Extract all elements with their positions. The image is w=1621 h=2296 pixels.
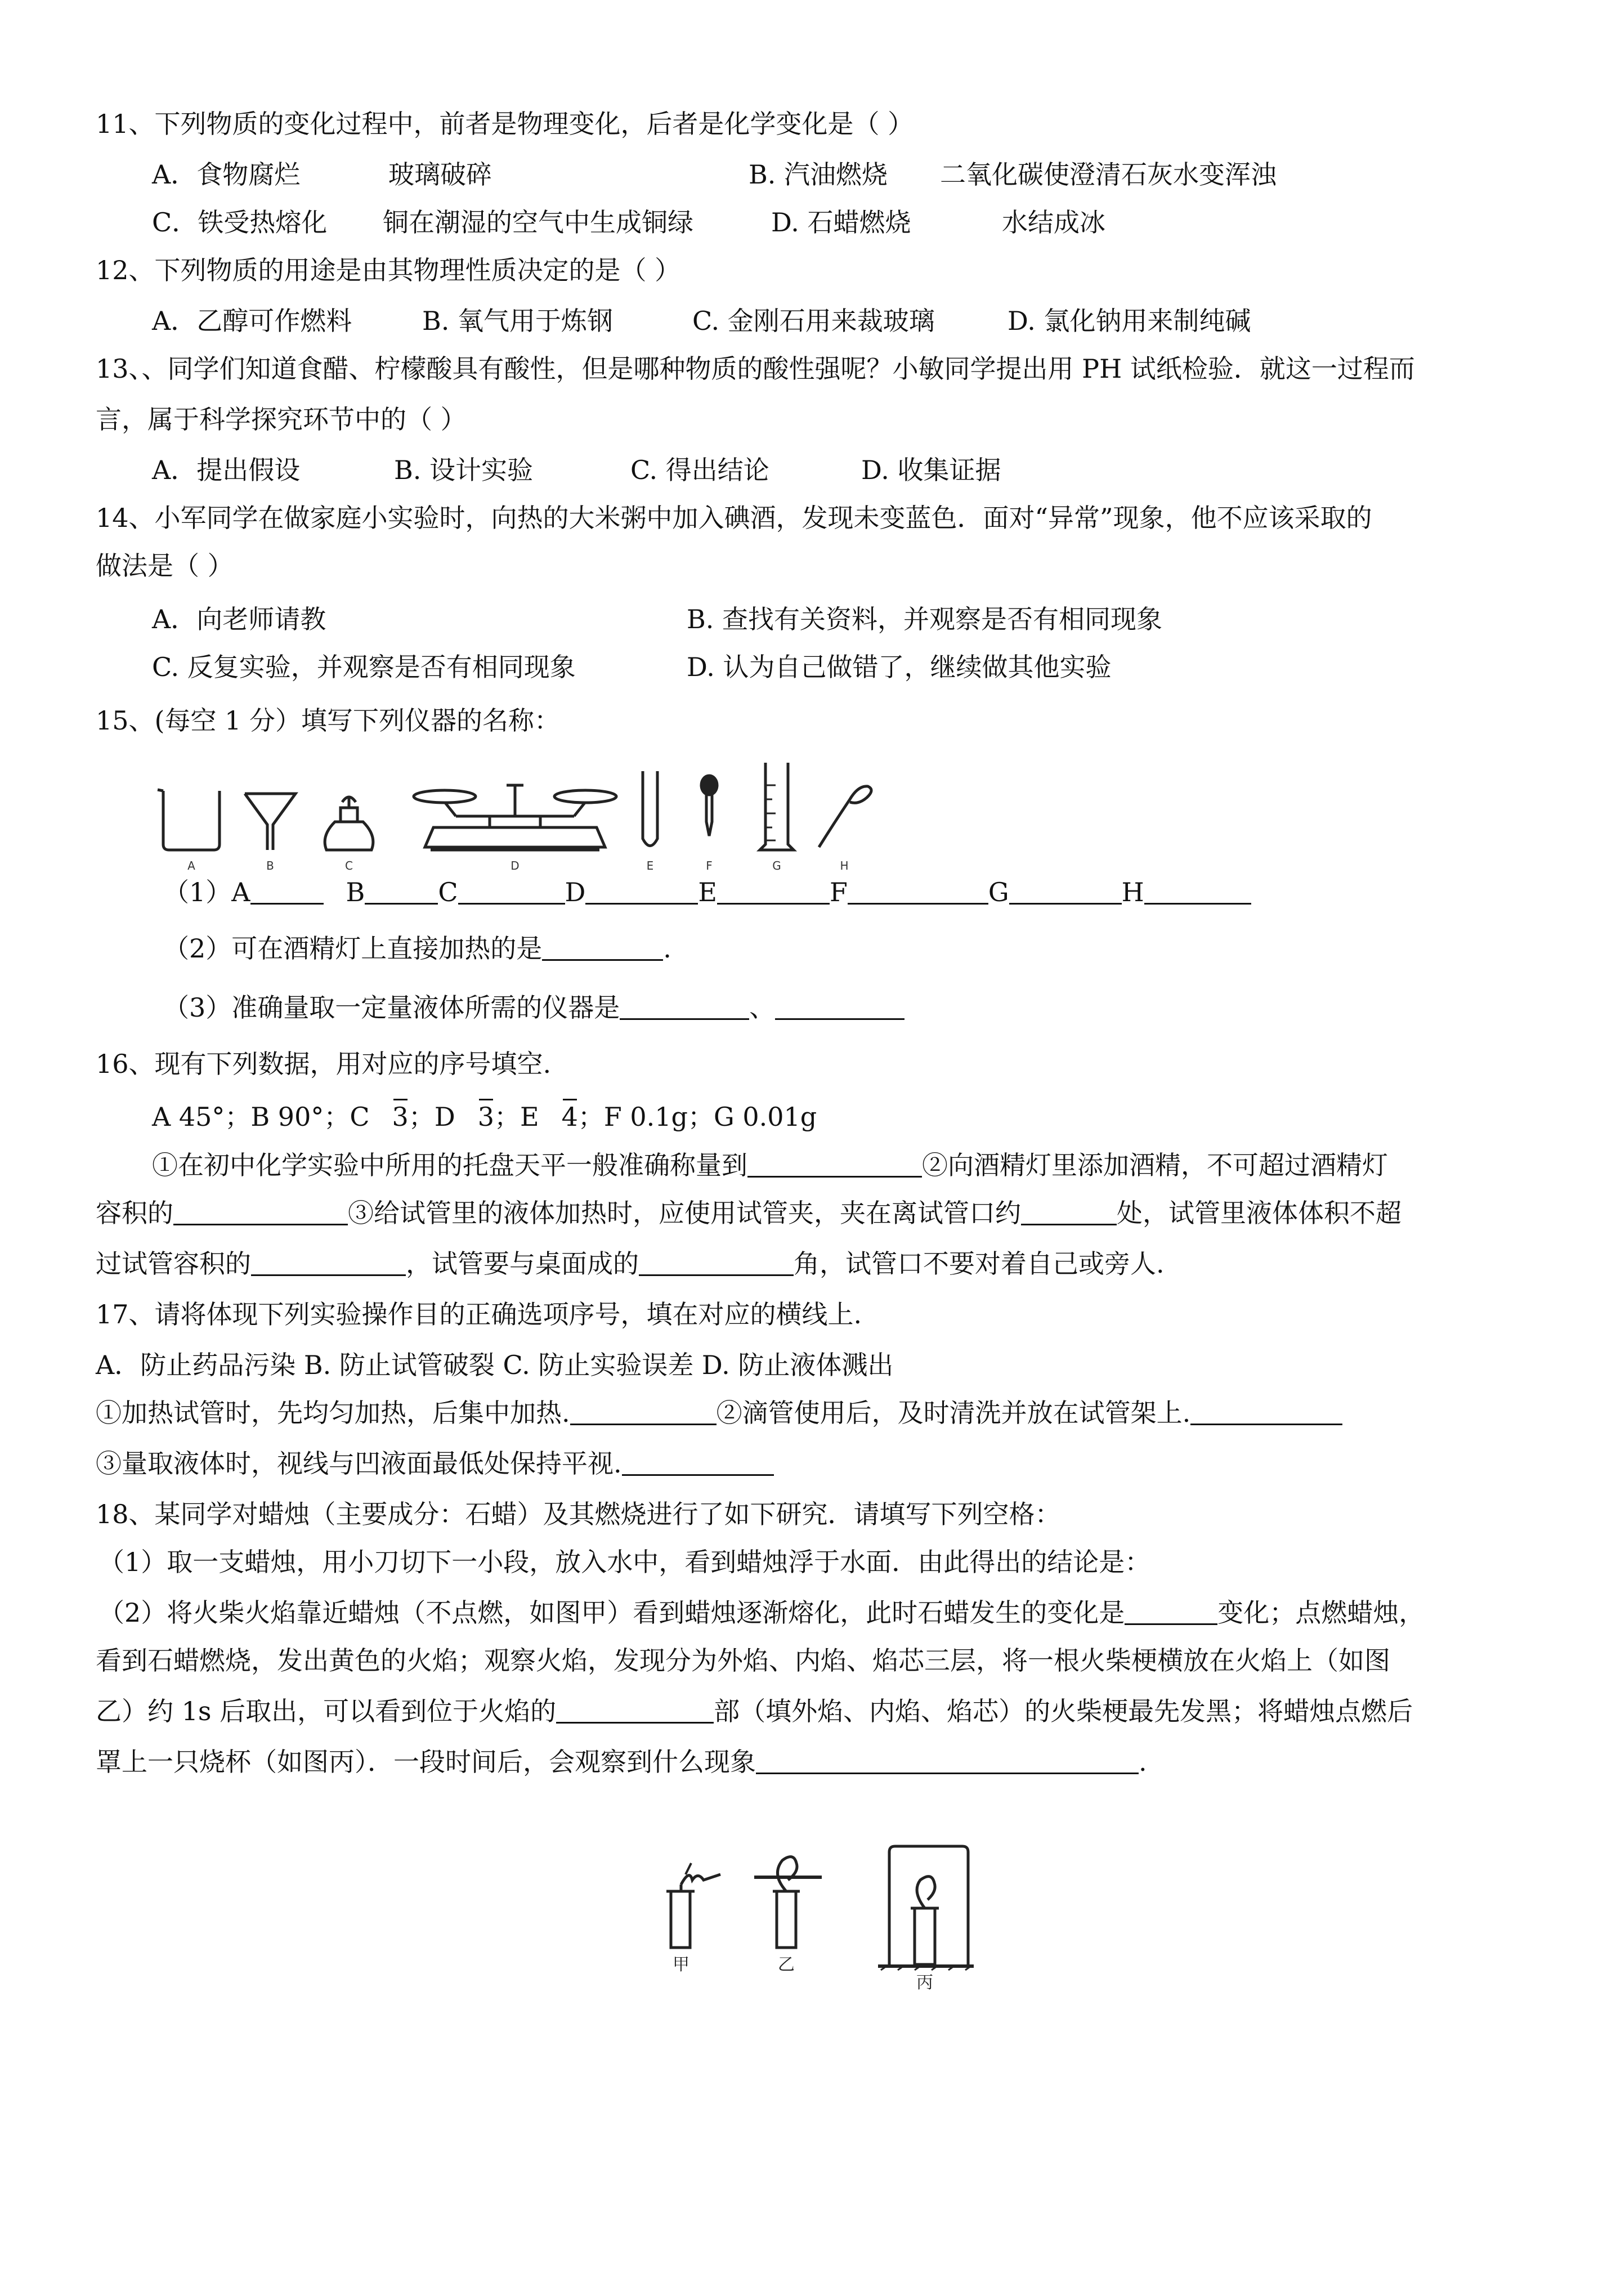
q12-stem: 12、下列物质的用途是由其物理性质决定的是（ ） — [96, 255, 681, 285]
q14-stem-2: 做法是（ ） — [96, 550, 234, 581]
q15-part2-end: . — [663, 933, 671, 964]
answer-blank-b[interactable] — [365, 877, 438, 905]
q15-part3-text: （3）准确量取一定量液体所需的仪器是 — [163, 992, 620, 1023]
answer-blank-balance[interactable] — [747, 1150, 922, 1178]
q18-stem: 18、某同学对蜡烛（主要成分：石蜡）及其燃烧进行了如下研究．请填写下列空格： — [96, 1499, 1061, 1529]
lab-instruments-figure — [152, 763, 884, 875]
answer-blank-clamp[interactable] — [1021, 1198, 1117, 1225]
candle-with-match-icon — [666, 1863, 720, 1948]
q11-b-label: B. 汽油燃烧 — [749, 159, 888, 190]
test-tube-icon — [643, 771, 657, 846]
q16-line2c: 处，试管里液体体积不超 — [1117, 1198, 1401, 1228]
q18-p2a: （2）将火柴火焰靠近蜡烛（不点燃，如图甲）看到蜡烛逐渐熔化，此时石蜡发生的变化是 — [98, 1597, 1125, 1628]
answer-blank-measure-2[interactable] — [775, 992, 904, 1020]
q14-options-cd — [152, 650, 1112, 684]
q18-part2 — [98, 1596, 1425, 1630]
q15-part2 — [163, 932, 671, 965]
q16-option-e-value: 4 — [562, 1098, 578, 1134]
answer-blank-measure-1[interactable] — [620, 992, 749, 1020]
candle-flame-match-icon — [754, 1857, 822, 1948]
q16-line-2 — [96, 1196, 1401, 1230]
q15-label-e: E — [698, 877, 717, 907]
q15-part1 — [163, 875, 1251, 909]
q11-a-text: 玻璃破碎 — [388, 159, 492, 190]
q11-d-text: 水结成冰 — [1002, 207, 1105, 238]
fig-label-yi: 乙 — [778, 1955, 795, 1975]
answer-blank-h[interactable] — [1144, 877, 1251, 905]
funnel-icon — [245, 794, 295, 850]
q16-line1a: ①在初中化学实验中所用的托盘天平一般准确称量到 — [152, 1150, 747, 1180]
q16-option-e-label: ；E — [494, 1102, 539, 1132]
q16-line3a: 过试管容积的 — [96, 1248, 251, 1279]
q13-stem-2: 言，属于科学探究环节中的（ ） — [96, 404, 467, 435]
q13-b: B. 设计实验 — [394, 455, 534, 485]
q18-p4b: 部（填外焰、内焰、焰芯）的火柴梗最先发黑；将蜡烛点燃后 — [714, 1696, 1413, 1726]
q14-d: D. 认为自己做错了，继续做其他实验 — [687, 652, 1112, 682]
q18-p4a: 乙）约 1s 后取出，可以看到位于火焰的 — [96, 1696, 557, 1726]
candle-under-beaker-icon — [878, 1846, 974, 1970]
q14-options-ab — [152, 602, 1162, 636]
fig-label-d: D — [511, 859, 520, 872]
q15-label-h: H — [1121, 877, 1144, 907]
q17-item2: ②滴管使用后，及时清洗并放在试管架上. — [716, 1398, 1191, 1428]
q16-stem: 16、现有下列数据，用对应的序号填空. — [96, 1049, 552, 1079]
q17-item-3 — [96, 1447, 774, 1480]
q11-options-ab — [152, 158, 1277, 191]
answer-blank-volume[interactable] — [251, 1248, 406, 1276]
alcohol-lamp-icon — [325, 797, 373, 850]
q11-c-label: C．铁受热熔化 — [152, 207, 328, 238]
dropper-icon — [701, 776, 717, 836]
q18-part4 — [96, 1694, 1413, 1728]
balance-icon — [414, 785, 616, 850]
fig-label-bing: 丙 — [916, 1973, 933, 1993]
q17-options: A．防止药品污染 B. 防止试管破裂 C. 防止实验误差 D. 防止液体溅出 — [96, 1350, 894, 1380]
q15-label-d: D — [565, 877, 586, 907]
q15-label-a: （1）A — [163, 877, 250, 907]
q11-options-cd — [152, 205, 1105, 239]
q15-part2-text: （2）可在酒精灯上直接加热的是 — [163, 933, 543, 964]
q13-options — [152, 453, 1001, 487]
q12-b: B. 氧气用于炼钢 — [422, 306, 614, 336]
q16-option-c-value: 3 — [392, 1098, 409, 1134]
q17-item3: ③量取液体时，视线与凹液面最低处保持平视. — [96, 1448, 622, 1479]
q14-b: B. 查找有关资料，并观察是否有相同现象 — [687, 604, 1163, 634]
q13-stem-1: 13、、同学们知道食醋、柠檬酸具有酸性，但是哪种物质的酸性强呢？小敏同学提出用 PH 试纸检验．就这一过程而 — [96, 353, 1415, 384]
answer-blank-flame[interactable] — [556, 1696, 714, 1724]
q15-label-b: B — [346, 877, 365, 907]
graduated-cylinder-icon — [760, 763, 794, 850]
fig-label-a: A — [187, 859, 195, 872]
q14-c: C. 反复实验，并观察是否有相同现象 — [152, 652, 576, 682]
q16-line3c: 角，试管口不要对着自己或旁人. — [794, 1248, 1165, 1279]
q13-d: D. 收集证据 — [861, 455, 1001, 485]
answer-blank-c[interactable] — [458, 877, 565, 905]
beaker-icon — [158, 790, 220, 850]
answer-blank-d[interactable] — [585, 877, 698, 905]
q16-options — [152, 1098, 817, 1134]
q17-stem: 17、请将体现下列实验操作目的正确选项序号，填在对应的横线上. — [96, 1299, 862, 1330]
q15-label-c: C — [438, 877, 458, 907]
q15-stem: 15、(每空 1 分）填写下列仪器的名称： — [96, 705, 560, 736]
q11-b-text: 二氧化碳使澄清石灰水变浑浊 — [940, 159, 1277, 190]
answer-blank-heatable[interactable] — [542, 933, 663, 961]
q17-items-1-2 — [96, 1396, 1342, 1430]
answer-blank-f[interactable] — [848, 877, 988, 905]
q18-p5a: 罩上一只烧杯（如图丙）．一段时间后，会观察到什么现象 — [96, 1747, 756, 1777]
answer-blank-a[interactable] — [250, 877, 324, 905]
q16-line2a: 容积的 — [96, 1198, 173, 1228]
fig-label-f: F — [706, 859, 713, 872]
answer-blank-item3[interactable] — [622, 1448, 774, 1476]
fig-label-e: E — [646, 859, 654, 872]
q12-d: D. 氯化钠用来制纯碱 — [1007, 306, 1251, 336]
spoon-icon — [819, 786, 871, 847]
answer-blank-item2[interactable] — [1190, 1398, 1342, 1425]
q18-part3: 看到石蜡燃烧，发出黄色的火焰；观察火焰，发现分为外焰、内焰、焰芯三层，将一根火柴梗横放在火焰上（如图 — [96, 1645, 1390, 1676]
q12-c: C. 金刚石用来裁玻璃 — [692, 306, 935, 336]
q11-d-label: D. 石蜡燃烧 — [771, 207, 911, 238]
answer-blank-change[interactable] — [1125, 1597, 1217, 1625]
answer-blank-phenomenon[interactable] — [756, 1747, 1139, 1774]
q12-a: A．乙醇可作燃料 — [152, 306, 352, 336]
q11-a-label: A．食物腐烂 — [152, 159, 301, 190]
q18-part1: （1）取一支蜡烛，用小刀切下一小段，放入水中，看到蜡烛浮于水面．由此得出的结论是： — [98, 1547, 1151, 1577]
q14-stem-1: 14、小军同学在做家庭小实验时，向热的大米粥中加入碘酒，发现未变蓝色．面对“异常”现象，他不应该采取的 — [96, 503, 1372, 533]
q12-options — [152, 304, 1251, 338]
q14-a: A．向老师请教 — [152, 604, 326, 634]
q16-options-fg: ；F 0.1g；G 0.01g — [577, 1102, 817, 1132]
q13-a: A．提出假设 — [152, 455, 301, 485]
answer-blank-item1[interactable] — [570, 1398, 717, 1425]
fig-label-h: H — [840, 859, 849, 872]
q11-stem: 11、下列物质的变化过程中，前者是物理变化，后者是化学变化是（ ） — [96, 109, 914, 139]
q16-line1b: ②向酒精灯里添加酒精，不可超过酒精灯 — [922, 1150, 1388, 1180]
fig-label-g: G — [772, 859, 781, 872]
q16-line3b: ，试管要与桌面成的 — [406, 1248, 639, 1279]
q16-option-d-value: 3 — [478, 1098, 494, 1134]
candle-experiment-figure — [659, 1829, 974, 1998]
q18-p5b: . — [1139, 1747, 1147, 1777]
q15-part3 — [163, 991, 904, 1024]
q18-p2b: 变化；点燃蜡烛， — [1217, 1597, 1425, 1628]
fig-label-jia: 甲 — [673, 1955, 689, 1975]
fig-label-b: B — [266, 859, 274, 872]
q15-label-f: F — [830, 877, 848, 907]
answer-blank-e[interactable] — [717, 877, 830, 905]
q16-line2b: ③给试管里的液体加热时，应使用试管夹，夹在离试管口约 — [348, 1198, 1021, 1228]
q15-part3-sep: 、 — [749, 992, 776, 1023]
q13-c: C. 得出结论 — [630, 455, 769, 485]
fig-label-c: C — [345, 859, 353, 872]
q16-option-d-label: ；D — [408, 1102, 455, 1132]
q15-label-g: G — [988, 877, 1009, 907]
answer-blank-lamp[interactable] — [173, 1198, 348, 1225]
answer-blank-g[interactable] — [1009, 877, 1122, 905]
q16-line-1 — [152, 1148, 1388, 1182]
q18-part5 — [96, 1745, 1147, 1779]
q11-c-text: 铜在潮湿的空气中生成铜绿 — [383, 207, 693, 238]
q17-item1: ①加热试管时，先均匀加热，后集中加热. — [96, 1398, 570, 1428]
q16-line-3 — [96, 1247, 1165, 1281]
q16-options-ab: A 45°；B 90°；C — [152, 1102, 370, 1132]
answer-blank-angle[interactable] — [639, 1248, 794, 1276]
